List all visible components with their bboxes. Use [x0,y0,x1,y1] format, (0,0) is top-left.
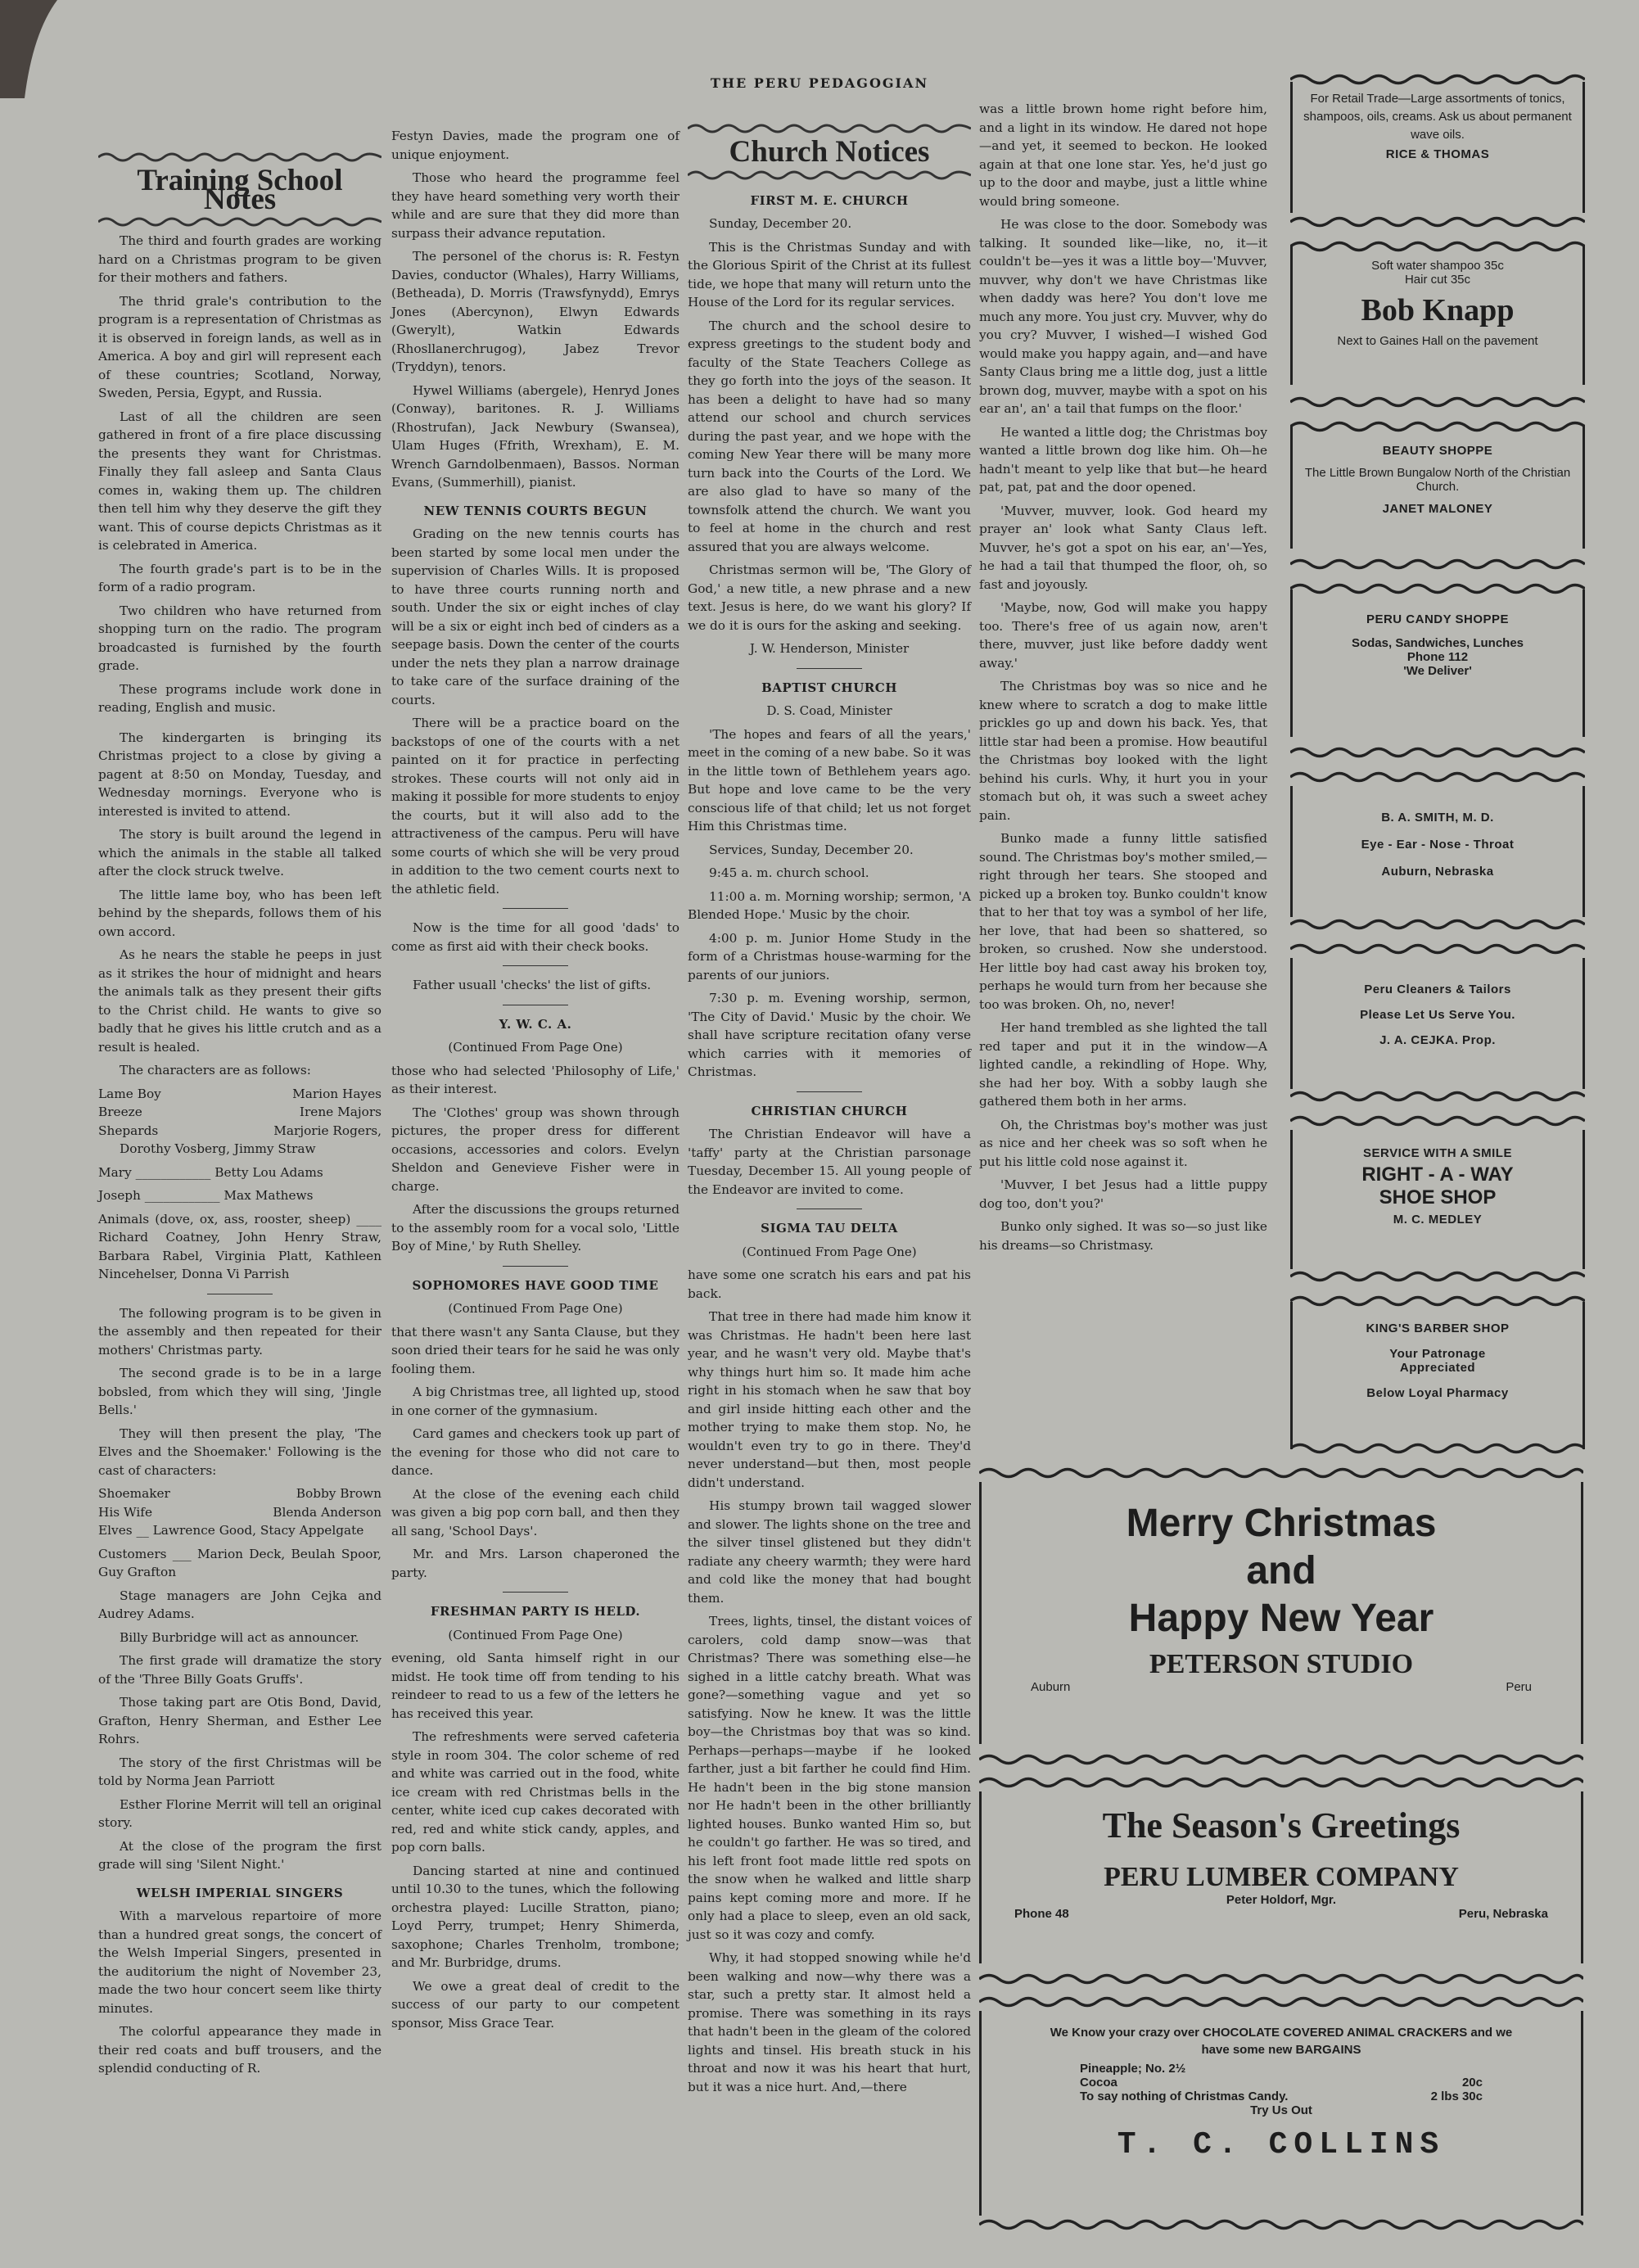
paragraph: The Christian Endeavor will have a 'taffy' party at the Christian parsonage Tuesday, December 15. All young people of the Endeavor are invited to come. [688,1127,971,1197]
ad-beauty-shoppe [1290,426,1585,549]
ad-rice-thomas [1290,82,1585,213]
ad-text: SERVICE WITH A SMILE [1363,1146,1512,1160]
training-school-title: Training School Notes [137,164,343,216]
welsh-singers-heading: WELSH IMPERIAL SINGERS [136,1885,344,1900]
ad-price-row [982,2062,1581,2076]
paragraph: The 'Clothes' group was shown through pictures, the proper dress for different occasions, accessories and colors. Evelyn Sheldon and Genevieve Fisher were in charge. [391,1105,680,1194]
cast-role: Shoemaker [98,1486,170,1501]
ad-text: Please Let Us Serve You. [1360,1008,1515,1022]
paragraph: Elves __ Lawrence Good, Stacy Appelgate [98,1523,364,1538]
paragraph: At the close of the evening each child was given a big pop corn ball, and then they all sang, 'School Days'. [391,1486,680,1538]
wavy-border [1290,745,1585,760]
paragraph: was a little brown home right before him, and a light in its window. He dared not hope—and yet, it seemed to beckon. He looked again at that one lone star. Yes, he'd just go up to the door and maybe, just a little whine would bring someone. [979,102,1267,209]
ad-price-row [982,2090,1581,2103]
wavy-rule [688,122,971,135]
ad-peru-lumber [979,1791,1583,1963]
ad-location: Peru [1506,1680,1532,1694]
paragraph: The following program is to be given in the assembly and then repeated for their mothers' Christmas party. [98,1305,382,1358]
cast-actor: Marjorie Rogers, [273,1123,382,1138]
ad-location: Peru, Nebraska [1458,1907,1548,1921]
paragraph: Father usuall 'checks' the list of gifts. [413,978,652,992]
paragraph: 'The hopes and fears of all the years,' meet in the coming of a new babe. So it was in the little town of Bethlehem years ago. But hope and love came to be the very conscious life of that child; let us not forget Him this Christmas time. [688,726,971,834]
ad-text: Appreciated [1399,1361,1476,1375]
paragraph: have some one scratch his ears and pat his back. [688,1267,971,1301]
paragraph: Two children who have returned from shopping turn on the radio. The program broadcasted is furnished by the fourth grade. [98,603,382,673]
wavy-border [1290,770,1585,784]
cast-role: Shepards [98,1123,159,1138]
ad-headline: The Season's Greetings [1102,1805,1461,1846]
ad-shoe-shop [1290,1130,1585,1269]
section-rule [797,668,862,669]
paragraph: those who had selected 'Philosophy of Life,' as their interest. [391,1063,680,1096]
ad-text: We Know your crazy over CHOCOLATE COVERED ANIMAL CRACKERS and we have some new BARGAINS [1050,2026,1513,2057]
paragraph: The colorful appearance they made in their red coats and buff trousers, and the splendid conducting of R. [98,2024,382,2076]
ad-phone: Phone 48 [1014,1907,1069,1921]
wavy-rule [98,151,382,164]
wavy-rule [688,169,971,182]
wavy-border [979,1466,1583,1480]
paragraph: Services, Sunday, December 20. [709,842,914,857]
masthead: THE PERU PEDAGOGIAN [710,75,929,91]
cast-actor: Bobby Brown [296,1486,382,1501]
ad-tc-collins [979,2011,1583,2216]
baptist-heading: BAPTIST CHURCH [761,680,897,695]
ad-smith-md [1290,786,1585,917]
paragraph: A big Christmas tree, all lighted up, stood in one corner of the gymnasium. [391,1385,680,1418]
paragraph: 11:00 a. m. Morning worship; sermon, 'A Blended Hope.' Music by the choir. [688,888,971,922]
ad-price-row [982,2076,1581,2090]
ad-headline: Merry Christmas [1126,1502,1437,1545]
ad-bob-knapp [1290,246,1585,385]
paragraph: Bunko made a funny little satisfied sound. The Christmas boy's mother smiled,—right through her tears. She stooped and picked up a broken toy. Bunko couldn't know that to her that toy was a symbol of her life, her love, that had been so shattered, so broken, so crushed. Now she understood. Her little boy had cast away his broken toy, perhaps he would turn from her because she too was broken. Oh, no, never! [979,831,1267,1012]
ad-text: Eye - Ear - Nose - Throat [1361,838,1515,852]
paragraph: Dorothy Vosberg, Jimmy Straw [120,1141,316,1156]
wavy-border [979,1972,1583,1986]
ad-location-row [982,1680,1581,1694]
ad-text: Next to Gaines Hall on the pavement [1337,334,1538,348]
paragraph: With a marvelous repartoire of more than a hundred great songs, the concert of the Welsh Imperial Singers, presented in the auditorium the night of November 23, made the two hour concert seem like thirty minutes. [98,1909,382,2016]
paragraph: There will be a practice board on the backstops of one of the courts with a net painted on it for practice in perfecting strokes. These courts will not only aid in making it possible for more students to enjoy the courts, but it will also add to the attractiveness of the campus. Peru will have some courts of which she will be very proud in addition to the two cement courts next to the athletic field. [391,716,680,897]
wavy-border [1290,419,1585,434]
ad-location-row [982,1907,1581,1921]
paragraph: Joseph ____________ Max Mathews [98,1188,314,1203]
section-rule [503,1266,568,1267]
wavy-border [1290,1089,1585,1104]
wavy-border [1290,917,1585,932]
paragraph: Hywel Williams (abergele), Henryd Jones (Conway), baritones. R. J. Williams (Rhostrufan), Jack Newbury (Swansea), Ulam Huges (Ffrith, Wrexham), E. M. Wrench Garndolbenmaen), Bassos. Norman Evans, (Summerhill), pianist. [391,382,680,490]
paragraph: Card games and checkers took up part of the evening for those who did not care to dance. [391,1426,680,1478]
ad-peru-candy-shoppe [1290,590,1585,737]
ad-peterson-studio [979,1482,1583,1744]
freshman-heading: FRESHMAN PARTY IS HELD. [430,1604,641,1619]
ad-heading: PERU CANDY SHOPPE [1366,612,1510,626]
paragraph: 'Muvver, muvver, look. God heard my prayer an' look what Santy Claus left. Muvver, he's got a spot on his ear, an'—Yes, he had a tail that thumped the floor, oh, so fast and joyously. [979,503,1267,592]
paragraph: The second grade is to be in a large bobsled, from which they will sing, 'Jingle Bells.' [98,1366,382,1417]
ad-heading: Peru Cleaners & Tailors [1364,983,1511,996]
cast-role: Lame Boy [98,1086,161,1101]
continued-note: (Continued From Page One) [448,1627,623,1642]
section-rule [503,1592,568,1593]
paragraph: The first grade will dramatize the story of the 'Three Billy Goats Gruffs'. [98,1653,382,1687]
ad-text: Below Loyal Pharmacy [1366,1386,1509,1400]
paragraph: Those who heard the programme feel they have heard something very worth their while and are sure that they did more than surpass their advance reputation. [391,170,680,241]
wavy-border [1290,1269,1585,1284]
ad-name: RICE & THOMAS [1385,147,1490,161]
ad-text: The Little Brown Bungalow North of the Christian Church. [1304,466,1571,494]
paragraph: 'Maybe, now, God will make you happy too. There's free of us again now, aren't there, muvver, just like before daddy went away.' [979,600,1267,671]
ad-heading: B. A. SMITH, M. D. [1381,811,1494,825]
paragraph: The little lame boy, who has been left behind by the shepards, follows them of his own accord. [98,887,382,939]
continued-note: (Continued From Page One) [448,1040,623,1055]
ad-text: J. A. CEJKA. Prop. [1379,1033,1496,1047]
paragraph: Grading on the new tennis courts has been started by some local men under the supervision of Charles Wills. It is proposed to have three courts running north and south. Under the six or eight inches of clay will be a six or eight inch bed of cinders as a seepage basis. Down the center of the courts under the nets they plan a narrow drainage to take care of the surface draining of the courts. [391,526,680,707]
ad-name: PERU LUMBER COMPANY [1104,1862,1459,1892]
paragraph: These programs include work done in reading, English and music. [98,681,382,715]
minister-name: D. S. Coad, Minister [766,703,892,718]
christian-church-heading: CHRISTIAN CHURCH [751,1103,908,1118]
paragraph: Last of all the children are seen gathered in front of a fire place discussing the presents they want for Christmas. Finally they fall asleep and Santa Claus comes in, waking them up. The children then tell him why they deserve the gift they want. This of course depicts Christmas as it is celebrated in America. [98,409,382,553]
ad-name: T. C. COLLINS [1117,2127,1446,2162]
paragraph: Now is the time for all good 'dads' to come as first aid with their check books. [391,920,680,954]
paragraph: The fourth grade's part is to be in the form of a radio program. [98,561,382,594]
cast-role: Breeze [98,1105,142,1119]
paragraph: 9:45 a. m. church school. [709,865,869,880]
ad-location: Auburn [1031,1680,1071,1694]
cast-actor: Blenda Anderson [273,1504,382,1520]
section-rule [797,1091,862,1092]
wavy-border [1290,1441,1585,1456]
wavy-rule [98,215,382,228]
cast-line [98,1103,382,1122]
ad-price: 20c [1461,2076,1483,2090]
ad-peru-cleaners [1290,958,1585,1089]
paragraph: They will then present the play, 'The Elves and the Shoemaker.' Following is the cast of characters: [98,1425,382,1478]
ad-item: Cocoa [1080,2076,1118,2090]
ad-manager: Peter Holdorf, Mgr. [1226,1893,1337,1907]
wavy-border [979,1995,1583,2009]
wavy-border [979,1752,1583,1767]
paragraph: Esther Florine Merrit will tell an original story. [98,1796,382,1830]
paragraph: The characters are as follows: [120,1063,311,1078]
ad-text: Sodas, Sandwiches, Lunches [1351,636,1524,650]
paragraph: 7:30 p. m. Evening worship, sermon, 'The City of David.' Music by the choir. We shall have scripture recitation ofany verse which carries with it memories of Christmas. [688,991,971,1079]
paragraph: This is the Christmas Sunday and with the Glorious Spirit of the Christ at its fullest tide, we hope that many will return unto the House of the Lord for its regular services. [688,239,971,309]
ad-name: RIGHT - A - WAY [1361,1163,1514,1186]
paragraph: Christmas sermon will be, 'The Glory of God,' a new title, a new phrase and a new text. Jesus is here, do we want his glory? If we do it is ours for the asking and seeking. [688,562,971,633]
paragraph: He wanted a little dog; the Christmas boy wanted a little brown dog like him. Oh—he hadn't meant to yelp like that but—he heard pat, pat, pat and the door opened. [979,424,1267,495]
ad-price: 2 lbs 30c [1430,2090,1483,2103]
cast-actor: Irene Majors [299,1105,382,1119]
paragraph: After the discussions the groups returned to the assembly room for a vocal solo, 'Little Boy of Mine,' by Ruth Shelley. [391,1202,680,1254]
column-two [391,127,680,2037]
wavy-border [1290,1294,1585,1308]
ad-name: Bob Knapp [1361,293,1515,328]
church-notices-title: Church Notices [729,135,930,169]
wavy-border [1290,557,1585,572]
cast-actor: Marion Hayes [292,1086,382,1101]
paragraph: He was close to the door. Somebody was talking. It sounded like—like, no, it—it couldn't be—yes it was a little boy—'Muvver, muvver, why don't we have Christmas like when daddy was here? You don't love me much any more. You just cry. Muvver, why do you cry? Muvver, I wished—I wished God would make you happy again, and—and have Santy Claus bring me a little dog, just a little brown dog, muvver, maybe with a spot on his ear an', an' a tail that fumps on the floor.' [979,217,1267,416]
me-church-heading: FIRST M. E. CHURCH [750,192,909,208]
paragraph: The Christmas boy was so nice and he knew where to scratch a dog to make little prickles go up and down his back. Yes, that little star had been a promise. How beautiful the Christmas boy looked with the light behind his curls. Why, it hurt you in your stomach but oh, it was such a sweet achey pain. [979,679,1267,823]
cast-line [98,1484,382,1503]
paragraph: 4:00 p. m. Junior Home Study in the form of a Christmas house-warming for the parents of our juniors. [688,930,971,983]
wavy-border [1290,215,1585,229]
wavy-border [1290,72,1585,87]
ad-text: Auburn, Nebraska [1381,865,1494,879]
minister-signature: J. W. Henderson, Minister [749,641,910,656]
paragraph: Her hand trembled as she lighted the tall red taper and put it in the window—A lighted candle, a rekindling of Hope. Why, she had her boy. With a sobby laugh she gathered them both in her arms. [979,1020,1267,1109]
paragraph: Mr. and Mrs. Larson chaperoned the party. [391,1547,680,1580]
ad-text: Phone 112 [1406,650,1469,664]
ad-text: Try Us Out [1250,2103,1312,2117]
paragraph: Festyn Davies, made the program one of unique enjoyment. [391,129,680,162]
paragraph: That tree in there had made him know it was Christmas. He hadn't been here last year, and he wasn't very old. Maybe that's why things hurt him so. It made him ache right in his stomach when he saw that boy and girl inside hitting each other and the mother trying to make them stop. No, he wouldn't even try to go in there. They'd never understand—but then, most people didn't understand. [688,1309,971,1490]
ad-name: SHOE SHOP [1379,1186,1497,1209]
wavy-border [1290,1114,1585,1128]
paragraph: Bunko only sighed. It was so—so just like his dreams—so Christmasy. [979,1219,1267,1253]
ad-heading: BEAUTY SHOPPE [1382,444,1493,458]
paragraph: The story of the first Christmas will be told by Norma Jean Parriott [98,1755,382,1788]
ad-name: PETERSON STUDIO [1149,1649,1414,1679]
ad-text: Hair cut 35c [1404,273,1471,287]
ad-headline: Happy New Year [1128,1597,1434,1640]
paragraph: Those taking part are Otis Bond, David, Grafton, Henry Sherman, and Esther Lee Rohrs. [98,1695,382,1746]
ad-text: For Retail Trade—Large assortments of tonics, shampoos, oils, creams. Ask us about permanent wave oils. [1303,92,1572,142]
paragraph: Billy Burbridge will act as announcer. [120,1629,359,1645]
paragraph: Trees, lights, tinsel, the distant voices of carolers, cold damp snow—was that Christmas? There was something else—he sighed in a little catchy breath. What was gone?—something vague and yet so satisfying. Now he knew. It was the little boy—the Christmas boy that was so kind. Perhaps—perhaps—maybe if he looked farther, just a bit farther he could find Him. He hadn't been in the big stone mansion nor He hadn't been in the other brilliantly lighted houses. Bunko wanted Him so, but he couldn't go farther. He was so tired, and his left front foot made little red spots on the snow when he walked and little sharp pains kept coming more and more. If he only had a place to sleep, even an old sack, just so it was cozy and comfy. [688,1614,971,1942]
ad-text: Soft water shampoo 35c [1371,259,1504,273]
ad-item: To say nothing of Christmas Candy. [1080,2090,1289,2103]
paragraph: His stumpy brown tail wagged slower and slower. The lights shone on the tree and the silver tinsel glistened but they didn't radiate any cheery warmth; they were hard and cold like the money that had bought them. [688,1498,971,1606]
wavy-border [1290,942,1585,956]
paragraph: Stage managers are John Cejka and Audrey Adams. [98,1588,382,1621]
wavy-border [979,2217,1583,2232]
wavy-border [1290,239,1585,254]
paragraph: The refreshments were served cafeteria style in room 304. The color scheme of red and white was carried out in the food, white ice cream with red Christmas bells in the center, white iced cup cakes decorated with red, red and white stick candy, apples, and pop corn balls. [391,1729,680,1855]
wavy-border [1290,581,1585,596]
ad-text: 'We Deliver' [1403,664,1472,678]
paragraph: The kindergarten is bringing its Christmas project to a close by giving a pagent at 8:50 on Monday, Tuesday, and Wednesday mornings. Everyone who is interested is invited to attend. [98,730,382,819]
sigma-tau-delta-heading: SIGMA TAU DELTA [761,1221,898,1236]
paragraph: The personel of the chorus is: R. Festyn Davies, conductor (Whales), Harry Williams, (Betheada), D. Morris (Trawsfynydd), Emrys Jones (Abercynon), Elwyn Edwards (Gwerylt), Watkin Edwards (Rhosllanerchrugog), Jabez Trevor (Tryddyn), tenors. [391,249,680,374]
paragraph: The third and fourth grades are working hard on a Christmas program to be given for their mothers and fathers. [98,233,382,285]
paragraph: Mary ____________ Betty Lou Adams [98,1164,323,1180]
section-rule [503,908,568,909]
paragraph: Customers ___ Marion Deck, Beulah Spoor, Guy Grafton [98,1546,382,1579]
paragraph: Dancing started at nine and continued until 10.30 to the tunes, which the following orchestra played: Lucille Stratton, piano; Loyd Perry, trumpet; Henry Shimerda, saxophone; Charles Trenholm, trombone; and Mr. Burbridge, drums. [391,1863,680,1970]
cast-line [98,1503,382,1522]
paragraph: We owe a great deal of credit to the success of our party to our competent sponsor, Miss Grace Tear. [391,1978,680,2031]
tennis-heading: NEW TENNIS COURTS BEGUN [423,503,648,518]
ad-name: JANET MALONEY [1382,502,1493,516]
ad-text: Your Patronage [1389,1347,1486,1361]
paragraph: The thrid grale's contribution to the program is a representation of Christmas as it is observed in foreign lands, as well as in America. A boy and girl will represent each of these countries; Scotland, Norway, Sweden, Persia, Egypt, and Russia. [98,293,382,400]
paragraph: Oh, the Christmas boy's mother was just as nice and her cheek was so soft when he put his little cold nose against it. [979,1117,1267,1169]
section-rule [503,965,568,966]
wavy-border [979,1775,1583,1790]
paragraph: that there wasn't any Santa Clause, but they soon dried their tears for he said he was only fooling them. [391,1324,680,1376]
ad-kings-barber [1290,1302,1585,1449]
paragraph: Sunday, December 20. [709,216,852,231]
paragraph: The story is built around the legend in which the animals in the stable all talked after the clock struck twelve. [98,827,382,879]
cast-line [98,1122,382,1141]
paragraph: 'Muvver, I bet Jesus had a little puppy dog too, don't you?' [979,1177,1267,1211]
ad-item: Pineapple; No. 2½ [1080,2062,1186,2076]
ywca-heading: Y. W. C. A. [499,1016,572,1032]
ad-heading: KING'S BARBER SHOP [1366,1321,1510,1335]
column-training-school [98,147,382,2083]
training-body [98,232,382,2078]
ad-text: M. C. MEDLEY [1393,1213,1483,1227]
continued-note: (Continued From Page One) [742,1244,917,1259]
sophomores-heading: SOPHOMORES HAVE GOOD TIME [412,1277,659,1293]
column-four-story [979,100,1267,1259]
wavy-border [1290,395,1585,409]
column-church-notices [688,119,971,2101]
paragraph: At the close of the program the first grade will sing 'Silent Night.' [98,1838,382,1872]
paragraph: The church and the school desire to express greetings to the student body and faculty of the State Teachers College as they go forth into the joys of the season. It has been a delight to have had so many attend our school and church services during the past year, and we hope with the coming New Year there will be many more turn back into the Courts of the Lord. We are also glad to have so many of the townsfolk attend the church. We want you to feel at home in the church and rest assured that you are always welcome. [688,318,971,554]
paragraph: As he nears the stable he peeps in just as it strikes the hour of midnight and hears the animals talk as they present their gifts to the Christ child. He wants to give so badly that he gives his little crutch and as a result is healed. [98,947,382,1055]
continued-note: (Continued From Page One) [448,1301,623,1316]
paragraph: Why, it had stopped snowing while he'd been walking and now—why there was a star, such a pretty star. It almost held a promise. There was something in its rays that hadn't been in the gleam of the colored lights and tinsel. His breath stuck in his throat and now it was his heart that hurt, but it was a nice hurt. And,—there [688,1950,971,2094]
paragraph: Animals (dove, ox, ass, rooster, sheep) ____ Richard Coatney, John Henry Straw, Barbara Rabel, Virginia Platt, Kathleen Nincehelser, Donna Vi Parrish [98,1211,382,1281]
ad-headline: and [1246,1549,1316,1593]
cast-line [98,1085,382,1104]
paragraph: evening, old Santa himself right in our midst. He took time off from tending to his reindeer to read to us a few of the letters he has received this year. [391,1651,680,1721]
cast-role: His Wife [98,1504,153,1520]
